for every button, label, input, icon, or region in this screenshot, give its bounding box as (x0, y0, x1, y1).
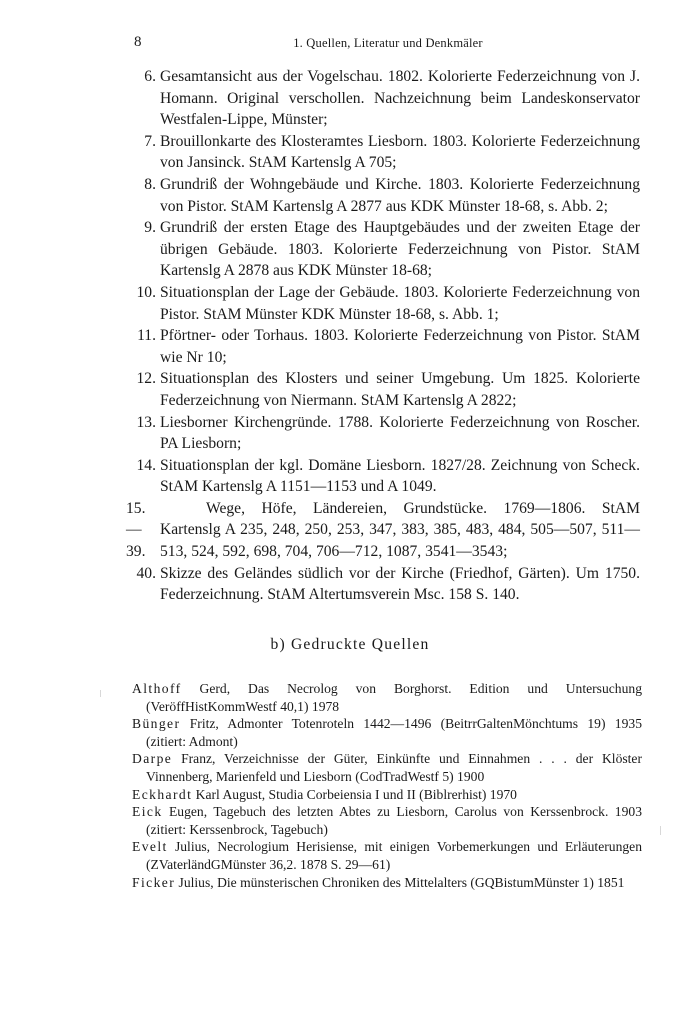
reference-text: Julius, Die münsterischen Chroniken des Mittelalters (GQBistumMünster 1) 1851 (175, 874, 625, 890)
item-number: 15.—39. (126, 499, 146, 561)
reference-item (132, 750, 642, 785)
list-item (132, 131, 640, 174)
scan-mark (660, 826, 661, 835)
list-item (132, 217, 640, 282)
reference-item (132, 803, 642, 838)
reference-item (132, 786, 642, 804)
item-number: 7. (144, 132, 156, 150)
item-text: Grundriß der ersten Etage des Hauptgebäudes und der zweiten Etage der übrigen Gebäude. 1803. Kolorierte Federzeichnung von Pistor. StAM Kartenslg A 2878 aus KDK Münster 18-68; (160, 219, 640, 280)
reference-text: Julius, Necrologium Herisiense, mit einigen Vorbemerkungen und Erläuterungen (ZVaterländGMünster 36,2. 1878 S. 29—61) (146, 839, 642, 872)
source-list (126, 66, 640, 606)
item-number: 40. (136, 564, 156, 582)
reference-text: Eugen, Tagebuch des letzten Abtes zu Liesborn, Carolus von Kerssenbrock. 1903 (zitiert: Kerssenbrock, Tagebuch) (146, 804, 642, 837)
reference-item (132, 715, 642, 750)
page-header (134, 34, 642, 54)
reference-author: Ficker (132, 874, 176, 890)
item-number: 10. (136, 283, 156, 301)
item-number: 13. (136, 413, 156, 431)
reference-text: Fritz, Admonter Totenroteln 1442—1496 (BeitrrGaltenMönchtums 19) 1935 (zitiert: Admont) (146, 716, 642, 749)
item-text: Situationsplan der kgl. Domäne Liesborn. 1827/28. Zeichnung von Scheck. StAM Kartenslg A 1151—1153 und A 1049. (160, 456, 640, 496)
reference-text: Gerd, Das Necrolog von Borghorst. Edition und Untersuchung (VeröffHistKommWestf 40,1) 1978 (146, 681, 642, 714)
reference-author: Bünger (132, 716, 181, 732)
list-item (132, 455, 640, 498)
item-text: Wege, Höfe, Ländereien, Grundstücke. 1769—1806. StAM Kartenslg A 235, 248, 250, 253, 347, 383, 385, 483, 484, 505—507, 511—513, 524, 592, 698, 704, 706—712, 1087, 3541—3543; (160, 499, 640, 561)
list-item (132, 412, 640, 455)
reference-author: Eick (132, 804, 163, 820)
item-number: 6. (144, 68, 156, 85)
list-item (132, 174, 640, 217)
reference-item (132, 838, 642, 873)
reference-author: Althoff (132, 681, 182, 696)
item-number: 14. (136, 456, 156, 474)
item-text: Skizze des Geländes südlich vor der Kirche (Friedhof, Gärten). Um 1750. Federzeichnung. StAM Altertumsverein Msc. 158 S. 140. (160, 564, 640, 604)
list-item (132, 325, 640, 368)
list-item (126, 498, 640, 563)
item-number: 11. (137, 327, 156, 345)
item-number: 9. (144, 219, 156, 237)
reference-text: Franz, Verzeichnisse der Güter, Einkünfte und Einnahmen . . . der Klöster Vinnenberg, Marienfeld und Liesborn (CodTradWestf 5) 1900 (146, 751, 642, 784)
reference-item (132, 680, 642, 715)
running-title: 1. Quellen, Literatur und Denkmäler (293, 36, 483, 50)
item-text: Pförtner- oder Torhaus. 1803. Kolorierte Federzeichnung von Pistor. StAM wie Nr 10; (160, 327, 640, 366)
reference-text: Karl August, Studia Corbeiensia I und II (Biblrerhist) 1970 (192, 786, 517, 802)
reference-author: Darpe (132, 751, 173, 767)
item-text: Situationsplan der Lage der Gebäude. 1803. Kolorierte Federzeichnung von Pistor. StAM Münster KDK Münster 18-68, s. Abb. 1; (160, 283, 640, 323)
item-text: Grundriß der Wohngebäude und Kirche. 1803. Kolorierte Federzeichnung von Pistor. StAM Kartenslg A 2877 aus KDK Münster 18-68, s. Abb. 2; (160, 175, 640, 215)
reference-list (132, 680, 642, 891)
list-item (132, 368, 640, 411)
list-item (132, 563, 640, 606)
list-item (132, 66, 640, 131)
page-number: 8 (134, 34, 142, 50)
reference-author: Eckhardt (132, 786, 193, 802)
item-number: 12. (136, 370, 156, 388)
section-heading: b) Gedruckte Quellen (270, 636, 430, 653)
scan-mark (100, 690, 101, 697)
item-text: Brouillonkarte des Klosteramtes Liesborn. 1803. Kolorierte Federzeichnung von Jansinck. StAM Kartenslg A 705; (160, 132, 640, 172)
item-text: Liesborner Kirchengründe. 1788. Kolorierte Federzeichnung von Roscher. PA Liesborn; (160, 413, 640, 453)
item-number: 8. (144, 175, 156, 193)
list-item (132, 282, 640, 325)
item-text: Gesamtansicht aus der Vogelschau. 1802. Kolorierte Federzeichnung von J. Homann. Original verschollen. Nachzeichnung beim Landeskonservator Westfalen-Lippe, Münster; (160, 68, 640, 129)
reference-item (132, 874, 642, 892)
reference-author: Evelt (132, 839, 168, 855)
item-text: Situationsplan des Klosters und seiner Umgebung. Um 1825. Kolorierte Federzeichnung von Niermann. StAM Kartenslg A 2822; (160, 370, 640, 409)
